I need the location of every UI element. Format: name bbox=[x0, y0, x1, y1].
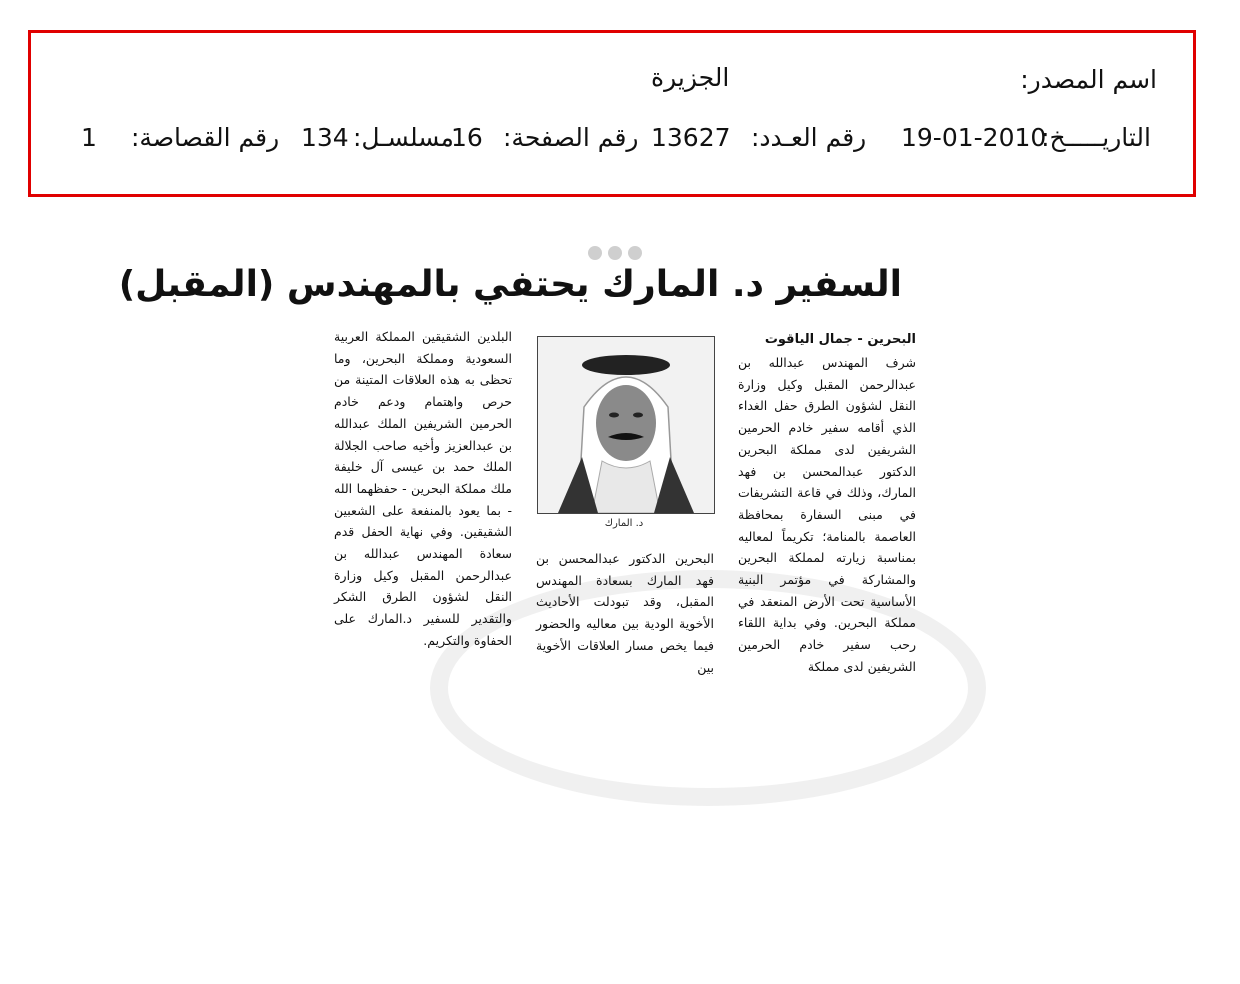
newspaper-clipping bbox=[118, 240, 920, 680]
article-text-middle: البحرين الدكتور عبدالمحسن بن فهد المارك بسعادة المهندس المقبل، وقد تبودلت الأحاديث الأخوية الودية بين معاليه والحضور فيما يخص مسار العلاقات الأخوية بين bbox=[536, 551, 714, 675]
article-column-left bbox=[334, 326, 512, 652]
source-label: اسم المصدر: bbox=[1020, 65, 1157, 94]
metadata-box bbox=[28, 30, 1196, 197]
article-column-middle bbox=[536, 548, 714, 678]
dot bbox=[628, 246, 642, 260]
dot bbox=[588, 246, 602, 260]
article-text-right: شرف المهندس عبدالله بن عبدالرحمن المقبل وكيل وزارة النقل لشؤون الطرق حفل الغداء الذي أقامه سفير خادم الحرمين الشريفين لدى مملكة البحرين الدكتور عبدالمحسن بن فهد المارك، وذلك في قاعة التشريفات في مبنى السفارة بمحافظة العاصمة بالمنامة؛ تكريماً لمعاليه بمناسبة زيارته لمملكة البحرين والمشاركة في مؤتمر البنية الأساسية تحت الأرض المنعقد في مملكة البحرين. وفي بداية اللقاء رحب سفير خادم الحرمين الشريفين لدى مملكة bbox=[738, 355, 916, 674]
article-byline: البحرين - جمال الياقوت bbox=[764, 332, 916, 347]
serial-value: 134 bbox=[301, 123, 349, 152]
date-value: 19-01-2010 bbox=[901, 123, 1047, 152]
source-value: الجزيرة bbox=[651, 63, 730, 92]
article-column-right bbox=[738, 330, 916, 678]
date-label: التاريـــــخ: bbox=[1041, 123, 1151, 152]
clipping-number-value: 1 bbox=[81, 123, 97, 152]
portrait-photo bbox=[537, 336, 715, 514]
issue-label: رقم العـدد: bbox=[751, 123, 867, 152]
dot bbox=[608, 246, 622, 260]
clipping-number-label: رقم القصاصة: bbox=[131, 123, 280, 152]
page-value: 16 bbox=[451, 123, 483, 152]
issue-value: 13627 bbox=[651, 123, 731, 152]
decorative-dots bbox=[588, 246, 642, 260]
serial-label: مسلسـل: bbox=[353, 123, 454, 152]
article-headline: السفير د. المارك يحتفي بالمهندس (المقبل) bbox=[118, 264, 902, 305]
portrait-illustration bbox=[538, 337, 714, 513]
page-label: رقم الصفحة: bbox=[503, 123, 639, 152]
photo-caption: د. المارك bbox=[604, 518, 644, 529]
article-text-left: البلدين الشقيقين المملكة العربية السعودية ومملكة البحرين، وما تحظى به هذه العلاقات المتينة من حرص واهتمام ودعم خادم الحرمين الشريفين الملك عبدالله بن عبدالعزيز وأخيه صاحب الجلالة الملك حمد بن عيسى آل خليفة ملك مملكة البحرين - حفظهما الله - بما يعود بالمنفعة على الشعبين الشقيقين. وفي نهاية الحفل قدم سعادة المهندس عبدالله بن عبدالرحمن المقبل وكيل وزارة النقل لشؤون الطرق الشكر والتقدير للسفير د.المارك على الحفاوة والتكريم. bbox=[334, 329, 512, 648]
